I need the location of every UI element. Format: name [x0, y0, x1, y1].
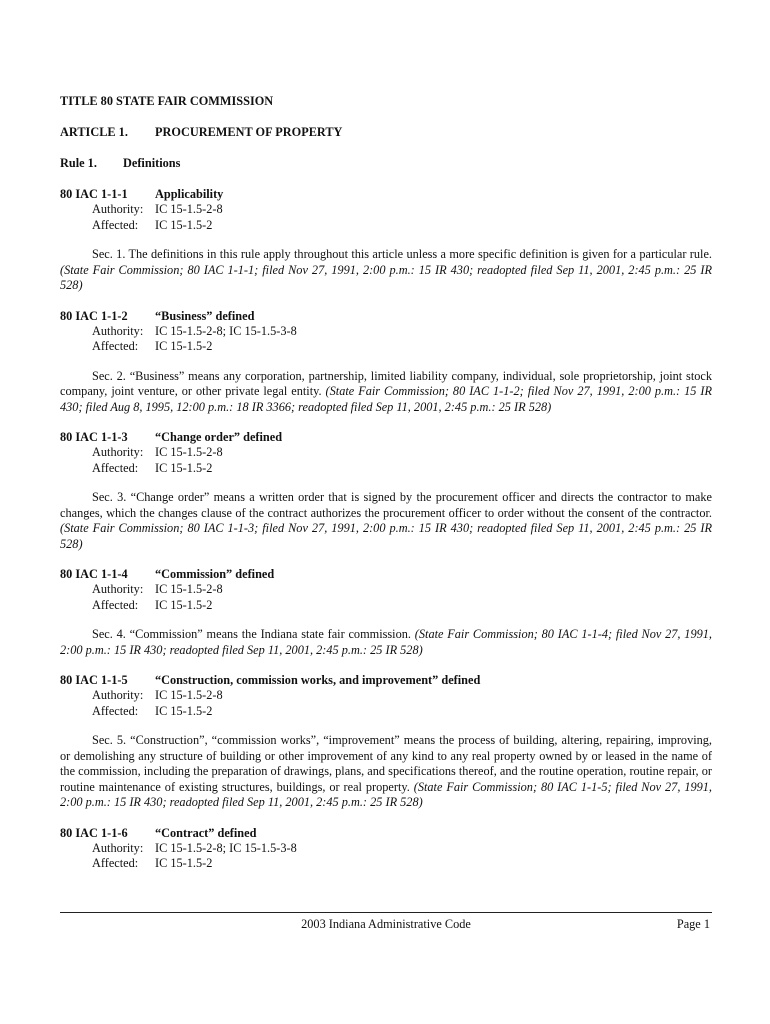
section-heading	[60, 825, 712, 841]
section-text: Sec. 5. “Construction”, “commission works”, “improvement” means the process of building, altering, repairing, improving, or demolishing any structure of building or other improvement of any kind to any real property owned by or leased in the name of the commission, including the preparation of drawings, plans, and specifications thereof, and the routine operation, routine repair, or routine maintenance of existing structures, buildings, or real property.	[60, 733, 712, 794]
affected-value: IC 15-1.5-2	[155, 339, 213, 353]
section-title: “Change order” defined	[155, 430, 283, 444]
section-title: “Construction, commission works, and improvement” defined	[155, 673, 481, 687]
section-citation: (State Fair Commission; 80 IAC 1-1-3; filed Nov 27, 1991, 2:00 p.m.: 15 IR 430; readopted filed Sep 11, 2001, 2:45 p.m.: 25 IR 528)	[60, 521, 712, 551]
authority-label: Authority:	[92, 445, 144, 459]
affected-label: Affected:	[92, 217, 139, 232]
authority-value: IC 15-1.5-2-8	[155, 582, 223, 596]
section-text: Sec. 4. “Commission” means the Indiana state fair commission.	[92, 627, 415, 641]
section-text: Sec. 2. “Business” means any corporation, partnership, limited liability company, individual, sole proprietorship, joint stock company, joint venture, or other private legal entity.	[60, 368, 712, 398]
affected-line	[60, 598, 712, 614]
section-body	[60, 369, 712, 416]
section-1-1-6	[60, 825, 712, 872]
section-body	[60, 627, 712, 658]
section-body	[60, 733, 712, 811]
document-page	[60, 93, 712, 872]
affected-line	[60, 704, 712, 720]
section-code: 80 IAC 1-1-4	[60, 567, 128, 581]
section-text: Sec. 3. “Change order” means a written order that is signed by the procurement officer and directs the contractor to make changes, which the changes clause of the contract authorizes the procurement officer to order without the consent of the contractor.	[60, 490, 712, 520]
article-heading	[60, 124, 712, 141]
article-name: PROCUREMENT OF PROPERTY	[155, 125, 343, 139]
affected-value: IC 15-1.5-2	[155, 703, 213, 718]
affected-value: IC 15-1.5-2	[155, 597, 213, 612]
affected-value: IC 15-1.5-2	[155, 217, 213, 232]
section-heading	[60, 672, 712, 688]
authority-line	[60, 841, 712, 857]
affected-label: Affected:	[92, 597, 139, 612]
affected-label: Affected:	[92, 460, 139, 475]
section-title: “Commission” defined	[155, 567, 275, 581]
section-citation: (State Fair Commission; 80 IAC 1-1-5; filed Nov 27, 1991, 2:00 p.m.: 15 IR 430; readopted filed Sep 11, 2001, 2:45 p.m.: 25 IR 528)	[60, 779, 712, 809]
section-code: 80 IAC 1-1-5	[60, 673, 128, 687]
rule-name: Definitions	[123, 156, 181, 170]
section-citation: (State Fair Commission; 80 IAC 1-1-2; filed Nov 27, 1991, 2:00 p.m.: 15 IR 430; filed Aug 8, 1995, 12:00 p.m.: 18 IR 3366; readopted filed Sep 11, 2001, 2:45 p.m.: 25 IR 528)	[60, 384, 713, 414]
section-title: “Business” defined	[155, 308, 255, 323]
page-footer	[60, 912, 712, 935]
authority-value: IC 15-1.5-2-8	[155, 688, 223, 702]
authority-label: Authority:	[92, 840, 144, 855]
section-citation: (State Fair Commission; 80 IAC 1-1-1; filed Nov 27, 1991, 2:00 p.m.: 15 IR 430; readopted filed Sep 11, 2001, 2:45 p.m.: 25 IR 528)	[60, 262, 712, 292]
authority-label: Authority:	[92, 688, 144, 702]
section-code: 80 IAC 1-1-3	[60, 430, 128, 444]
section-title: “Contract” defined	[155, 825, 257, 840]
authority-label: Authority:	[92, 582, 144, 596]
footer-publication: 2003 Indiana Administrative Code	[301, 917, 471, 931]
authority-value: IC 15-1.5-2-8; IC 15-1.5-3-8	[155, 840, 297, 855]
section-1-1-1	[60, 186, 712, 294]
rule-heading	[60, 155, 712, 172]
authority-label: Authority:	[92, 202, 144, 216]
section-code: 80 IAC 1-1-6	[60, 825, 128, 840]
authority-line	[60, 688, 712, 704]
section-title: Applicability	[155, 187, 224, 201]
authority-value: IC 15-1.5-2-8	[155, 445, 223, 459]
affected-label: Affected:	[92, 339, 139, 353]
section-code: 80 IAC 1-1-1	[60, 187, 128, 201]
section-body	[60, 247, 712, 294]
section-1-1-2	[60, 308, 712, 416]
section-heading	[60, 186, 712, 202]
affected-line	[60, 856, 712, 872]
affected-line	[60, 218, 712, 234]
section-code: 80 IAC 1-1-2	[60, 308, 128, 323]
section-body	[60, 490, 712, 552]
affected-line	[60, 461, 712, 477]
section-heading	[60, 308, 712, 324]
section-heading	[60, 566, 712, 582]
section-heading	[60, 429, 712, 445]
section-1-1-4	[60, 566, 712, 658]
section-1-1-5	[60, 672, 712, 811]
affected-label: Affected:	[92, 703, 139, 718]
section-text: Sec. 1. The definitions in this rule apply throughout this article unless a more specific definition is given for a particular rule.	[92, 247, 712, 261]
affected-value: IC 15-1.5-2	[155, 460, 213, 475]
article-number: ARTICLE 1.	[60, 125, 128, 139]
authority-line	[60, 202, 712, 218]
authority-line	[60, 324, 712, 340]
authority-value: IC 15-1.5-2-8; IC 15-1.5-3-8	[155, 323, 297, 338]
affected-value: IC 15-1.5-2	[155, 856, 213, 870]
section-1-1-3	[60, 429, 712, 552]
affected-line	[60, 339, 712, 355]
authority-line	[60, 445, 712, 461]
affected-label: Affected:	[92, 856, 139, 870]
rule-number: Rule 1.	[60, 156, 97, 170]
section-citation: (State Fair Commission; 80 IAC 1-1-4; filed Nov 27, 1991, 2:00 p.m.: 15 IR 430; readopted filed Sep 11, 2001, 2:45 p.m.: 25 IR 528)	[60, 627, 712, 657]
authority-label: Authority:	[92, 323, 144, 338]
authority-line	[60, 582, 712, 598]
page-number: Page 1	[676, 917, 710, 931]
authority-value: IC 15-1.5-2-8	[155, 202, 223, 216]
document-title: TITLE 80 STATE FAIR COMMISSION	[60, 94, 274, 108]
